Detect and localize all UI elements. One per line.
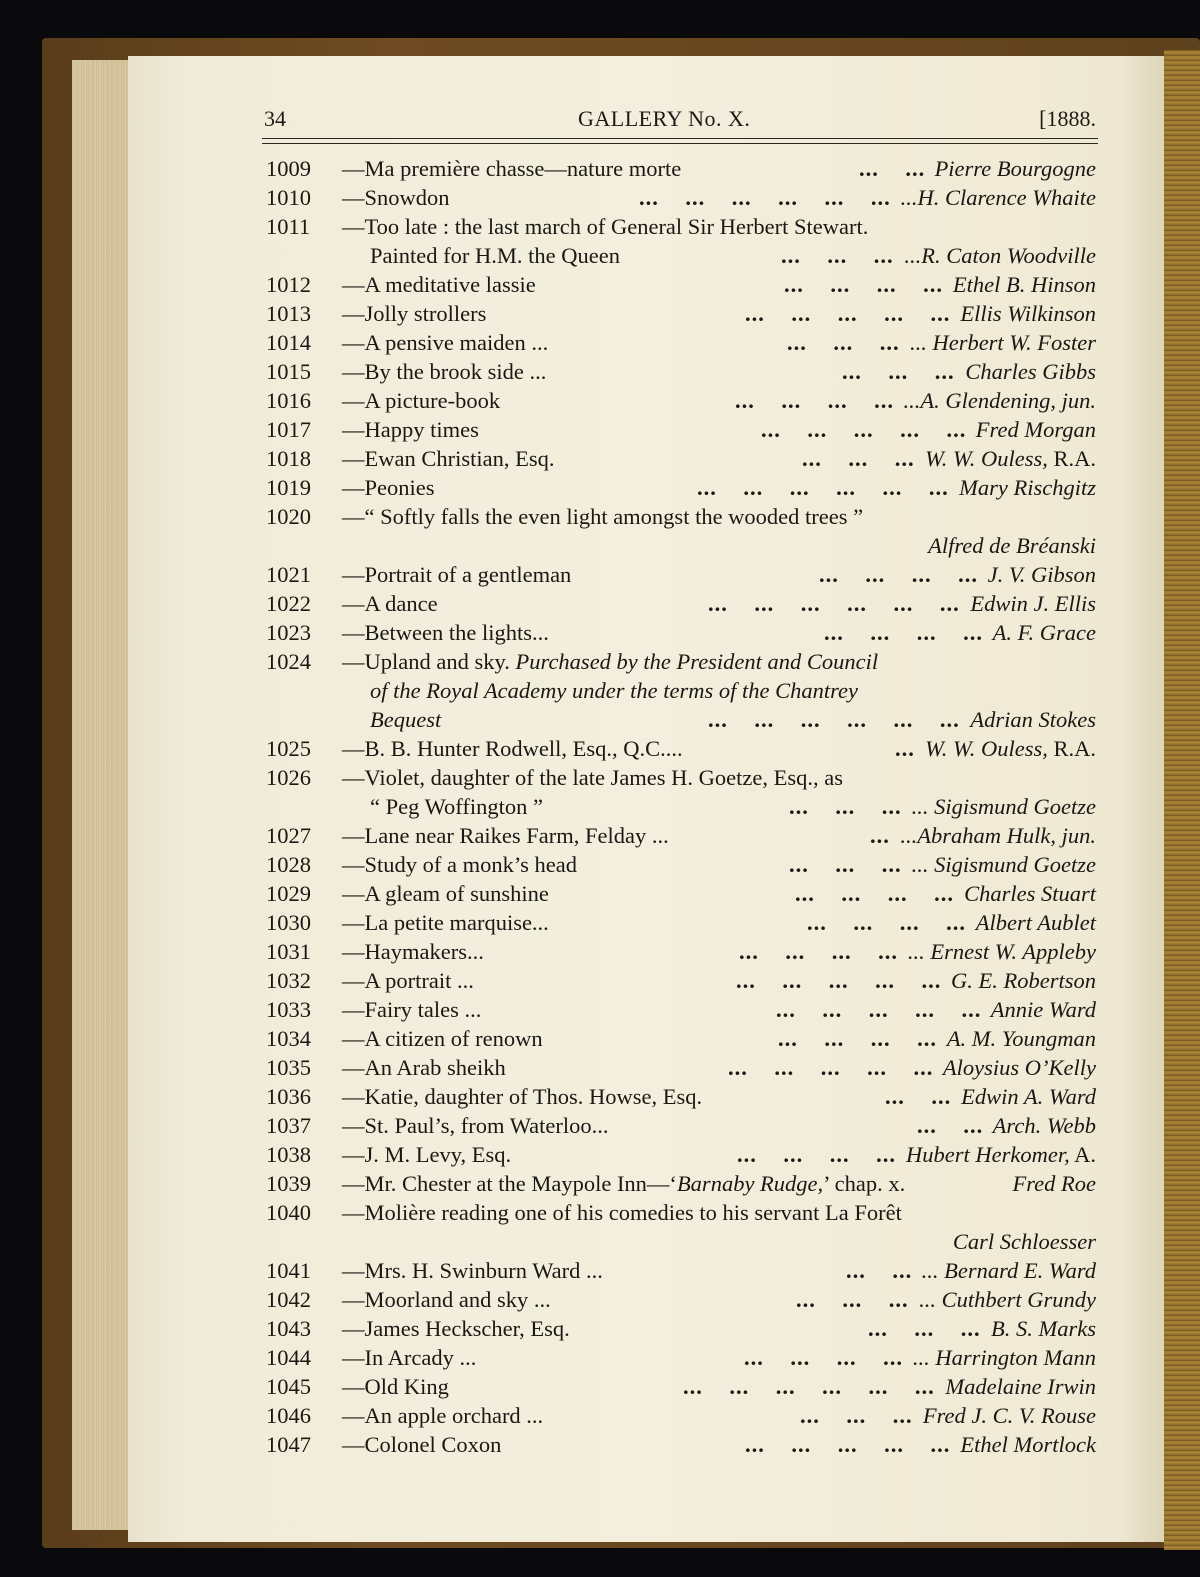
entry-number: 1046 <box>266 1403 311 1428</box>
page-number: 34 <box>264 106 286 131</box>
entry-title <box>342 937 484 966</box>
entry-title-text: —An apple orchard ... <box>342 1403 544 1428</box>
catalogue-entry <box>262 560 1098 589</box>
entry-title <box>342 879 549 908</box>
entry-title <box>342 270 536 299</box>
entry-artist <box>970 705 1096 734</box>
entry-title-text: —B. B. Hunter Rodwell, Esq., Q.C.... <box>342 736 683 761</box>
entry-number: 1037 <box>266 1113 311 1138</box>
leader-dots: ... ... ... <box>787 330 900 355</box>
entry-number: 1021 <box>266 562 311 587</box>
catalogue-entry <box>262 618 1098 647</box>
entry-number: 1028 <box>266 852 311 877</box>
leader-dots: ... ... ... ... <box>824 620 983 645</box>
entry-title-text: —Fairy tales ... <box>342 997 482 1022</box>
entry-artist <box>964 879 1096 908</box>
catalogue-entry <box>262 154 1098 183</box>
artist-suffix: R.A. <box>1047 736 1096 761</box>
entry-title-text: —Ewan Christian, Esq. <box>342 446 555 471</box>
leader-dots: ... ... ... ... ... ... <box>708 591 960 616</box>
entry-number: 1025 <box>266 736 311 761</box>
catalogue-list <box>262 154 1098 1459</box>
leader-dots: ... ... ... <box>796 1287 909 1312</box>
entry-artist <box>923 1401 1096 1430</box>
artist-suffix: A. <box>1069 1142 1096 1167</box>
entry-artist <box>960 299 1096 328</box>
leader-dots: ... ... <box>859 156 926 181</box>
catalogue-entry <box>262 1401 1098 1430</box>
entry-title-text: —Moorland and sky ... <box>342 1287 551 1312</box>
leader-dots: ... ... ... ... ... ... <box>639 185 891 210</box>
entry-number: 1036 <box>266 1084 311 1109</box>
catalogue-entry <box>262 357 1098 386</box>
leader-dots: ... ... ... <box>789 852 902 877</box>
entry-title-text: —A citizen of renown <box>342 1026 543 1051</box>
entry-number: 1035 <box>266 1055 311 1080</box>
page-header <box>262 104 1098 138</box>
leader-dots: ... ... ... <box>842 359 955 384</box>
entry-number: 1019 <box>266 475 311 500</box>
entry-artist <box>912 792 1096 821</box>
leader-dots: ... ... ... <box>789 794 902 819</box>
entry-title-text: —St. Paul’s, from Waterloo... <box>342 1113 609 1138</box>
entry-title-text: —Snowdon <box>342 185 450 210</box>
entry-number: 1022 <box>266 591 311 616</box>
catalogue-entry <box>262 821 1098 850</box>
entry-title-text: —Study of a monk’s head <box>342 852 577 877</box>
entry-title <box>342 1111 609 1140</box>
artist-name: B. S. Marks <box>991 1316 1096 1341</box>
entry-title <box>342 1082 702 1111</box>
entry-artist <box>960 1430 1096 1459</box>
catalogue-entry <box>262 1343 1098 1372</box>
leader-dots: ... ... ... ... ... <box>745 1432 951 1457</box>
entry-title <box>342 1053 506 1082</box>
entry-number: 1023 <box>266 620 311 645</box>
entry-title <box>342 183 450 212</box>
entry-number: 1012 <box>266 272 311 297</box>
catalogue-entry <box>262 241 1098 270</box>
entry-title-text: —Colonel Coxon <box>342 1432 502 1457</box>
leader-dots: ... ... ... ... <box>778 1026 937 1051</box>
entry-number: 1020 <box>266 504 311 529</box>
artist-name: Annie Ward <box>990 997 1096 1022</box>
leader-dots: ... ... ... ... <box>784 272 943 297</box>
catalogue-entry <box>262 589 1098 618</box>
entry-title <box>342 821 669 850</box>
catalogue-entry <box>262 879 1098 908</box>
entry-title <box>342 502 863 531</box>
entry-title-tail: ’ chap. x. <box>823 1171 906 1196</box>
entry-title <box>342 1401 543 1430</box>
artist-name: Alfred de Bréanski <box>928 533 1096 558</box>
entry-number: 1032 <box>266 968 311 993</box>
entry-artist <box>961 1082 1096 1111</box>
entry-artist <box>943 1053 1096 1082</box>
entry-number: 1038 <box>266 1142 311 1167</box>
entry-artist <box>991 1314 1096 1343</box>
entry-artist <box>959 473 1096 502</box>
entry-number: 1045 <box>266 1374 311 1399</box>
entry-title <box>342 1430 501 1459</box>
entry-title <box>342 473 435 502</box>
entry-artist <box>951 966 1096 995</box>
leader-dots: ... ... ... ... <box>739 939 898 964</box>
leader-dots: ... ... ... ... <box>737 1142 896 1167</box>
entry-title-text: —A picture-book <box>342 388 501 413</box>
entry-title <box>342 328 548 357</box>
catalogue-entry <box>262 908 1098 937</box>
entry-artist <box>945 1372 1096 1401</box>
entry-title-text: —By the brook side ... <box>342 359 547 384</box>
artist-name: Carl Schloesser <box>952 1229 1096 1254</box>
leader-dots: ... ... ... ... ... ... <box>683 1374 935 1399</box>
entry-number: 1016 <box>266 388 311 413</box>
artist-name: ... Ernest W. Appleby <box>907 939 1096 964</box>
entry-title-italic: Barnaby Rudge, <box>676 1171 824 1196</box>
artist-name: ...Abraham Hulk, jun. <box>900 823 1096 848</box>
header-rule-thin <box>262 143 1098 144</box>
entry-artist <box>922 1256 1096 1285</box>
entry-title-text: “ Peg Woffington ” <box>370 794 543 819</box>
entry-title-text: —Lane near Raikes Farm, Felday ... <box>342 823 669 848</box>
catalogue-entry <box>262 1111 1098 1140</box>
entry-number: 1024 <box>266 649 311 674</box>
entry-artist <box>925 444 1096 473</box>
book-spine-strip <box>1164 50 1200 1550</box>
leader-dots: ... ... ... ... ... <box>761 417 967 442</box>
catalogue-entry <box>262 531 1098 560</box>
entry-number: 1011 <box>266 214 311 239</box>
entry-title-text: —Katie, daughter of Thos. Howse, Esq. <box>342 1084 703 1109</box>
entry-artist <box>976 908 1096 937</box>
entry-title-text: —Haymakers... <box>342 939 484 964</box>
entry-title-text: —J. M. Levy, Esq. <box>342 1142 512 1167</box>
entry-title-italic: Purchased by the President and Council <box>509 649 879 674</box>
entry-title-text: Painted for H.M. the Queen <box>370 243 620 268</box>
leader-dots: ... ... ... ... ... <box>736 968 942 993</box>
catalogue-entry <box>262 386 1098 415</box>
entry-title <box>342 560 571 589</box>
entry-title <box>342 154 681 183</box>
artist-name: Mary Rischgitz <box>959 475 1096 500</box>
entry-number: 1026 <box>266 765 311 790</box>
entry-title-text: —“ Softly falls the even light amongst the wooded trees ” <box>342 504 864 529</box>
catalogue-entry <box>262 705 1098 734</box>
entry-title-text: —Upland and sky. <box>342 649 510 674</box>
entry-title <box>342 908 549 937</box>
entry-number: 1027 <box>266 823 311 848</box>
entry-number: 1018 <box>266 446 311 471</box>
entry-number: 1013 <box>266 301 311 326</box>
catalogue-entry <box>262 183 1098 212</box>
leader-dots: ... ... ... ... <box>735 388 894 413</box>
entry-artist <box>993 1111 1096 1140</box>
entry-title-text: —A dance <box>342 591 438 616</box>
catalogue-entry <box>262 1140 1098 1169</box>
artist-name: Ethel Mortlock <box>960 1432 1096 1457</box>
entry-title-text: —Happy times <box>342 417 479 442</box>
artist-name: Edwin A. Ward <box>961 1084 1096 1109</box>
entry-title <box>342 212 868 241</box>
entry-title <box>342 1024 543 1053</box>
catalogue-entry <box>262 966 1098 995</box>
artist-name: Fred Roe <box>1012 1171 1096 1196</box>
artist-name: Albert Aublet <box>975 910 1096 935</box>
entry-artist <box>1012 1169 1096 1198</box>
entry-artist <box>906 1140 1096 1169</box>
artist-name: ... Cuthbert Grundy <box>919 1287 1096 1312</box>
catalogue-entry <box>262 270 1098 299</box>
artist-name: G. E. Robertson <box>951 968 1096 993</box>
artist-name: Madelaine Irwin <box>945 1374 1096 1399</box>
entry-title-text: —Jolly strollers <box>342 301 487 326</box>
entry-title <box>342 415 479 444</box>
gallery-title: GALLERY No. X. <box>578 106 751 131</box>
entry-title-text: —Too late : the last march of General Sir Herbert Stewart. <box>342 214 869 239</box>
entry-title-text: —Mrs. H. Swinburn Ward ... <box>342 1258 603 1283</box>
entry-title-text: —Between the lights... <box>342 620 549 645</box>
entry-artist <box>928 531 1096 560</box>
catalogue-entry <box>262 763 1098 792</box>
leader-dots: ... ... ... <box>781 243 894 268</box>
catalogue-entry <box>262 1198 1098 1227</box>
entry-artist <box>970 589 1096 618</box>
entry-artist <box>993 618 1096 647</box>
entry-title <box>342 1140 511 1169</box>
entry-title <box>342 589 438 618</box>
catalogue-entry <box>262 1285 1098 1314</box>
entry-title-text: —Portrait of a gentleman <box>342 562 572 587</box>
catalogue-entry <box>262 444 1098 473</box>
entry-title <box>342 1256 603 1285</box>
leader-dots: ... ... ... ... ... ... <box>708 707 960 732</box>
leader-dots: ... ... <box>917 1113 984 1138</box>
entry-artist <box>904 386 1096 415</box>
entry-title <box>342 734 683 763</box>
year-label: [1888. <box>1039 106 1096 131</box>
entry-title <box>342 386 500 415</box>
artist-suffix: R.A. <box>1047 446 1096 471</box>
entry-title <box>342 966 474 995</box>
leader-dots: ... ... ... ... ... <box>776 997 982 1022</box>
catalogue-entry <box>262 1430 1098 1459</box>
entry-artist <box>904 241 1096 270</box>
entry-title <box>342 299 486 328</box>
artist-name: Aloysius O’Kelly <box>942 1055 1096 1080</box>
catalogue-entry <box>262 1169 1098 1198</box>
leader-dots: ... ... ... <box>802 446 915 471</box>
entry-number: 1010 <box>266 185 311 210</box>
entry-title <box>342 1343 476 1372</box>
entry-title-text: —James Heckscher, Esq. <box>342 1316 570 1341</box>
artist-name: ...R. Caton Woodville <box>904 243 1096 268</box>
entry-title <box>342 1372 449 1401</box>
catalogue-entry <box>262 1053 1098 1082</box>
entry-artist <box>912 850 1096 879</box>
entry-artist <box>913 1343 1096 1372</box>
entry-title <box>342 444 554 473</box>
catalogue-entry <box>262 1372 1098 1401</box>
entry-number: 1043 <box>266 1316 311 1341</box>
artist-name: W. W. Ouless, <box>925 446 1048 471</box>
leader-dots: ... <box>870 823 890 848</box>
catalogue-entry <box>262 734 1098 763</box>
header-rule <box>262 138 1098 139</box>
catalogue-entry <box>262 1082 1098 1111</box>
entry-number: 1047 <box>266 1432 311 1457</box>
entry-artist <box>953 1227 1096 1256</box>
artist-name: Charles Gibbs <box>965 359 1096 384</box>
catalogue-entry <box>262 850 1098 879</box>
entry-number: 1039 <box>266 1171 311 1196</box>
entry-title <box>370 705 441 734</box>
leader-dots: ... ... ... <box>800 1403 913 1428</box>
artist-name: ... Sigismund Goetze <box>911 852 1096 877</box>
entry-number: 1031 <box>266 939 311 964</box>
entry-title <box>342 1285 551 1314</box>
leader-dots: ... ... ... ... <box>807 910 966 935</box>
catalogue-entry <box>262 473 1098 502</box>
entry-title <box>342 763 843 792</box>
entry-title-text: —In Arcady ... <box>342 1345 477 1370</box>
artist-name: Hubert Herkomer, <box>906 1142 1070 1167</box>
entry-artist <box>925 734 1096 763</box>
entry-artist <box>910 328 1096 357</box>
entry-title-text: —A meditative lassie <box>342 272 536 297</box>
catalogue-entry <box>262 299 1098 328</box>
entry-title-text: —Ma première chasse—nature morte <box>342 156 682 181</box>
entry-number: 1014 <box>266 330 311 355</box>
entry-title <box>342 647 878 676</box>
leader-dots: ... ... <box>885 1084 952 1109</box>
entry-title-text: —A portrait ... <box>342 968 474 993</box>
leader-dots: ... ... ... <box>868 1316 981 1341</box>
entry-title-text: —Old King <box>342 1374 449 1399</box>
entry-artist <box>935 154 1096 183</box>
entry-title <box>370 676 858 705</box>
entry-artist <box>900 821 1096 850</box>
catalogue-entry <box>262 1227 1098 1256</box>
entry-artist <box>991 995 1096 1024</box>
artist-name: Charles Stuart <box>964 881 1096 906</box>
entry-number: 1041 <box>266 1258 311 1283</box>
entry-artist <box>953 270 1096 299</box>
entry-title <box>342 1169 905 1198</box>
catalogue-entry <box>262 792 1098 821</box>
entry-number: 1017 <box>266 417 311 442</box>
artist-name: W. W. Ouless, <box>925 736 1048 761</box>
artist-name: A. F. Grace <box>992 620 1096 645</box>
entry-title <box>342 1314 570 1343</box>
catalogue-entry <box>262 502 1098 531</box>
catalogue-entry <box>262 937 1098 966</box>
entry-number: 1030 <box>266 910 311 935</box>
artist-name: ... Sigismund Goetze <box>911 794 1096 819</box>
entry-number: 1033 <box>266 997 311 1022</box>
entry-artist <box>988 560 1096 589</box>
entry-number: 1042 <box>266 1287 311 1312</box>
artist-name: ...A. Glendening, jun. <box>903 388 1096 413</box>
artist-name: Ethel B. Hinson <box>952 272 1096 297</box>
entry-title <box>342 850 577 879</box>
entry-title-text: —Peonies <box>342 475 435 500</box>
entry-artist <box>976 415 1096 444</box>
catalogue-entry <box>262 328 1098 357</box>
entry-title <box>370 792 543 821</box>
entry-number: 1034 <box>266 1026 311 1051</box>
entry-title-text: —Molière reading one of his comedies to his servant La Forêt <box>342 1200 902 1225</box>
entry-title <box>342 1198 902 1227</box>
entry-title-text: Bequest <box>370 707 442 732</box>
entry-title-text: of the Royal Academy under the terms of the Chantrey <box>370 678 859 703</box>
artist-name: J. V. Gibson <box>987 562 1096 587</box>
entry-title <box>342 357 546 386</box>
artist-name: ... Harrington Mann <box>912 1345 1096 1370</box>
catalogue-entry <box>262 1024 1098 1053</box>
catalogue-entry <box>262 415 1098 444</box>
entry-title <box>342 618 549 647</box>
entry-artist <box>919 1285 1096 1314</box>
artist-name: Fred J. C. V. Rouse <box>922 1403 1096 1428</box>
leader-dots: ... ... ... ... <box>795 881 954 906</box>
artist-name: ...H. Clarence Whaite <box>900 185 1096 210</box>
entry-number: 1040 <box>266 1200 311 1225</box>
catalogue-entry <box>262 212 1098 241</box>
artist-name: Fred Morgan <box>975 417 1096 442</box>
artist-name: Edwin J. Ellis <box>970 591 1096 616</box>
leader-dots: ... ... ... ... <box>819 562 978 587</box>
entry-number: 1015 <box>266 359 311 384</box>
catalogue-entry <box>262 1256 1098 1285</box>
artist-name: Pierre Bourgogne <box>934 156 1096 181</box>
artist-name: Ellis Wilkinson <box>960 301 1096 326</box>
entry-number: 1044 <box>266 1345 311 1370</box>
artist-name: ... Herbert W. Foster <box>909 330 1096 355</box>
entry-title <box>370 241 620 270</box>
leader-dots: ... ... ... ... ... ... <box>697 475 949 500</box>
catalogue-entry <box>262 676 1098 705</box>
catalogue-entry <box>262 995 1098 1024</box>
leader-dots: ... ... ... ... ... <box>745 301 951 326</box>
artist-name: Arch. Webb <box>992 1113 1096 1138</box>
entry-title-text: —An Arab sheikh <box>342 1055 506 1080</box>
leader-dots: ... ... ... ... <box>744 1345 903 1370</box>
catalogue-entry <box>262 647 1098 676</box>
entry-title-text: —Mr. Chester at the Maypole Inn—‘ <box>342 1171 677 1196</box>
leader-dots: ... ... <box>846 1258 913 1283</box>
leader-dots: ... <box>895 736 915 761</box>
entry-artist <box>901 183 1096 212</box>
entry-title-text: —A gleam of sunshine <box>342 881 549 906</box>
entry-title-text: —Violet, daughter of the late James H. Goetze, Esq., as <box>342 765 843 790</box>
entry-artist <box>908 937 1096 966</box>
entry-number: 1009 <box>266 156 311 181</box>
catalogue-entry <box>262 1314 1098 1343</box>
artist-name: Adrian Stokes <box>970 707 1096 732</box>
artist-name: ... Bernard E. Ward <box>921 1258 1096 1283</box>
artist-name: A. M. Youngman <box>946 1026 1096 1051</box>
leader-dots: ... ... ... ... ... <box>728 1055 934 1080</box>
entry-title-text: —La petite marquise... <box>342 910 549 935</box>
entry-number: 1029 <box>266 881 311 906</box>
entry-title-text: —A pensive maiden ... <box>342 330 549 355</box>
entry-title <box>342 995 481 1024</box>
entry-artist <box>947 1024 1096 1053</box>
entry-artist <box>965 357 1096 386</box>
